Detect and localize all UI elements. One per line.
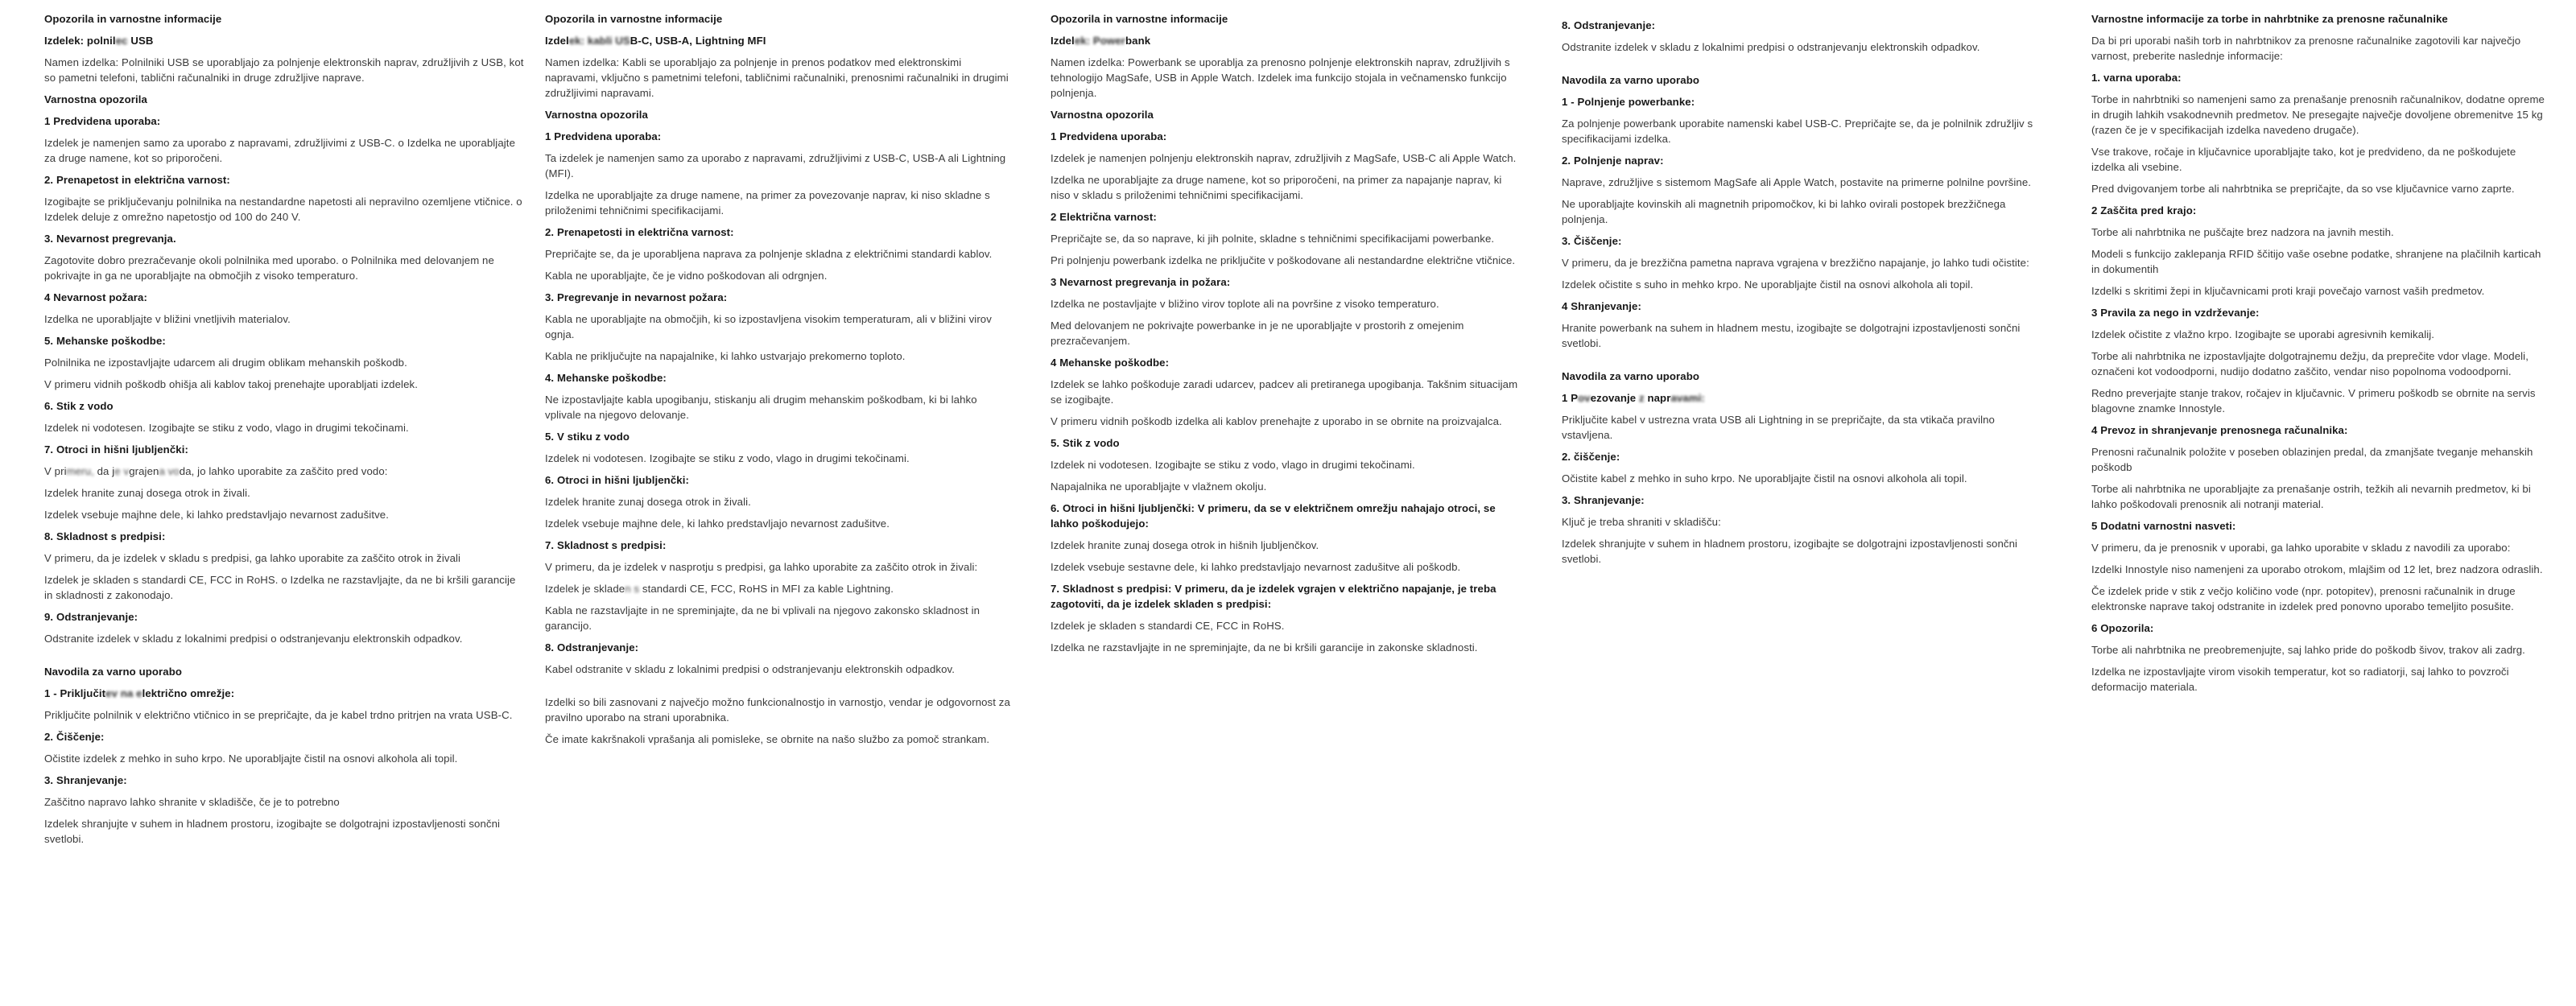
section-heading: 2 Zaščita pred krajo: bbox=[2091, 204, 2197, 216]
paragraph: Da bi pri uporabi naših torb in nahrbtnikov za prenosne računalnike zagotovili kar največjo varnost, preberite naslednje informacije: bbox=[2091, 35, 2521, 62]
section-heading: 3. Shranjevanje: bbox=[44, 774, 127, 786]
paragraph: Izdelek ni vodotesen. Izogibajte se stiku z vodo, vlago in drugimi tekočinami. bbox=[1051, 459, 1415, 471]
paragraph: Priključite polnilnik v električno vtičnico in se prepričajte, da je kabel trdno pritrjen na vrata USB-C. bbox=[44, 709, 513, 721]
paragraph: Priključite kabel v ustrezna vrata USB ali Lightning in se prepričajte, da sta vtikača pravilno vstavljena. bbox=[1562, 414, 1995, 441]
text-segment: bank bbox=[1125, 35, 1151, 47]
section-heading: 3 Pravila za nego in vzdrževanje: bbox=[2091, 307, 2260, 319]
text-segment: 1 - Priključit bbox=[44, 687, 106, 699]
column-cables-warnings bbox=[545, 11, 1013, 753]
paragraph: Izogibajte se priključevanju polnilnika na nestandardne napetosti ali nepravilno ozemljene vtičnice. o Izdelek deluje z omrežno napetostjo od 100 do 240 V. bbox=[44, 196, 522, 223]
paragraph: V primeru, da je izdelek v nasprotju s predpisi, ga lahko uporabite za zaščito otrok in živali: bbox=[545, 561, 978, 573]
paragraph: Izdelek hranite zunaj dosega otrok in hišnih ljubljenčkov. bbox=[1051, 539, 1319, 551]
section-heading: 3. Nevarnost pregrevanja. bbox=[44, 233, 176, 245]
paragraph: Izdelki Innostyle niso namenjeni za uporabo otrokom, mlajšim od 12 let, brez nadzora odraslih. bbox=[2091, 563, 2543, 575]
section-heading: 3. Pregrevanje in nevarnost požara: bbox=[545, 291, 728, 303]
paragraph: Ključ je treba shraniti v skladišču: bbox=[1562, 516, 1721, 528]
paragraph: Izdelek vsebuje majhne dele, ki lahko predstavljajo nevarnost zadušitve. bbox=[545, 517, 890, 530]
paragraph: Izdelek je namenjen polnjenju elektronskih naprav, združljivih z MagSafe, USB-C ali Apple Watch. bbox=[1051, 152, 1517, 164]
section-heading: 3. Shranjevanje: bbox=[1562, 494, 1645, 506]
column-powerbank-warnings bbox=[1051, 11, 1522, 662]
section-heading: 8. Skladnost s predpisi: bbox=[44, 530, 166, 542]
section-heading: 2. Čiščenje: bbox=[44, 731, 105, 743]
section-heading: Varnostne informacije za torbe in nahrbtnike za prenosne računalnike bbox=[2091, 13, 2448, 25]
section-heading: 6. Otroci in hišni ljubljenčki: V primeru, da se v električnem omrežju nahajajo otroci, se lahko poškodujejo: bbox=[1051, 502, 1496, 530]
text-segment: Izdel bbox=[545, 35, 569, 47]
smudged-text: avami: bbox=[1670, 392, 1705, 404]
text-segment: da, jo lahko uporabite za zaščito pred vodo: bbox=[179, 465, 388, 477]
section-heading bbox=[44, 686, 524, 701]
section-heading: 2 Električna varnost: bbox=[1051, 211, 1157, 223]
section-heading: 5. V stiku z vodo bbox=[545, 431, 630, 443]
paragraph: V primeru vidnih poškodb izdelka ali kablov prenehajte z uporabo in se obrnite na proizvajalca. bbox=[1051, 415, 1502, 427]
smudged-text: a vo bbox=[159, 465, 180, 477]
section-heading bbox=[545, 33, 1013, 48]
paragraph: Pred dvigovanjem torbe ali nahrbtnika se prepričajte, da so vse ključavnice varno zaprte. bbox=[2091, 183, 2515, 195]
section-heading: 7. Skladnost s predpisi: V primeru, da je izdelek vgrajen v električno napajanje, je treba zagotoviti, da je izdelek skladen s predpisi: bbox=[1051, 583, 1496, 610]
section-heading bbox=[1051, 33, 1522, 48]
text-segment: ezovanje bbox=[1590, 392, 1639, 404]
smudged-text: e v bbox=[114, 465, 130, 477]
section-heading: 5 Dodatni varnostni nasveti: bbox=[2091, 520, 2236, 532]
paragraph: V primeru, da je izdelek v skladu s predpisi, ga lahko uporabite za zaščito otrok in živali bbox=[44, 552, 461, 564]
paragraph: Izdelek vsebuje sestavne dele, ki lahko predstavljajo nevarnost zadušitve ali poškodb. bbox=[1051, 561, 1461, 573]
smudged-text: meru, bbox=[66, 465, 94, 477]
section-heading: 5. Stik z vodo bbox=[1051, 437, 1120, 449]
section-heading bbox=[1562, 390, 2037, 406]
paragraph: Torbe ali nahrbtnika ne puščajte brez nadzora na javnih mestih. bbox=[2091, 226, 2394, 238]
paragraph: Izdelki s skritimi žepi in ključavnicami proti kraji povečajo varnost vaših predmetov. bbox=[2091, 285, 2485, 297]
paragraph: Ta izdelek je namenjen samo za uporabo z napravami, združljivimi z USB-C, USB-A ali Lightning (MFI). bbox=[545, 152, 1006, 179]
text-segment: USB bbox=[127, 35, 154, 47]
paragraph: Izdelek očistite s suho in mehko krpo. Ne uporabljajte čistil na osnovi alkohola ali topil. bbox=[1562, 278, 1974, 291]
paragraph: Kabla ne uporabljajte na območjih, ki so izpostavljena visokim temperaturam, ali v bližini virov ognja. bbox=[545, 313, 992, 340]
section-heading: Varnostna opozorila bbox=[1051, 109, 1154, 121]
section-heading: Varnostna opozorila bbox=[44, 93, 147, 105]
paragraph: Izdelek vsebuje majhne dele, ki lahko predstavljajo nevarnost zadušitve. bbox=[44, 509, 389, 521]
paragraph: Izdelek ni vodotesen. Izogibajte se stiku z vodo, vlago in drugimi tekočinami. bbox=[44, 422, 409, 434]
paragraph: V primeru, da je prenosnik v uporabi, ga lahko uporabite v skladu z navodili za uporabo: bbox=[2091, 542, 2511, 554]
paragraph: Izdelek shranjujte v suhem in hladnem prostoru, izogibajte se dolgotrajni izpostavljenosti sončni svetlobi. bbox=[1562, 538, 2018, 565]
smudged-text: ek: Power bbox=[1074, 35, 1126, 47]
section-heading: 1 - Polnjenje powerbanke: bbox=[1562, 96, 1695, 108]
paragraph: Prepričajte se, da je uporabljena naprava za polnjenje skladna z električnimi standardi kablov. bbox=[545, 248, 993, 260]
paragraph: Torbe ali nahrbtnika ne uporabljajte za prenašanje ostrih, težkih ali nevarnih predmetov, ki bi lahko poškodovali prenosnik ali notranji material. bbox=[2091, 483, 2531, 510]
section-heading: Navodila za varno uporabo bbox=[44, 666, 183, 678]
section-heading: 1 Predvidena uporaba: bbox=[44, 115, 161, 127]
section-heading: 3 Nevarnost pregrevanja in požara: bbox=[1051, 276, 1231, 288]
paragraph: Kabel odstranite v skladu z lokalnimi predpisi o odstranjevanju elektronskih odpadkov. bbox=[545, 663, 956, 675]
paragraph: Prepričajte se, da so naprave, ki jih polnite, skladne s tehničnimi specifikacijami powerbanke. bbox=[1051, 233, 1495, 245]
smudged-text: z bbox=[1638, 392, 1645, 404]
section-heading: 8. Odstranjevanje: bbox=[1562, 19, 1656, 31]
column-powerbank-usage bbox=[1562, 18, 2037, 573]
paragraph: Izdelka ne uporabljajte v bližini vnetljivih materialov. bbox=[44, 313, 291, 325]
paragraph: Ne izpostavljajte kabla upogibanju, stiskanju ali drugim mehanskim poškodbam, ki bi lahko vplivale na njegovo delovanje. bbox=[545, 394, 977, 421]
text-segment: lektrično omrežje: bbox=[142, 687, 235, 699]
smudged-text: ov bbox=[1578, 392, 1591, 404]
text-segment: Izdelek: polnil bbox=[44, 35, 116, 47]
smudged-text: ec bbox=[115, 35, 128, 47]
text-segment: da j bbox=[93, 465, 115, 477]
paragraph: Izdelek se lahko poškoduje zaradi udarcev, padcev ali pretiranega upogibanja. Takšnim situacijam se izogibajte. bbox=[1051, 378, 1518, 406]
paragraph: Zaščitno napravo lahko shranite v skladišče, če je to potrebno bbox=[44, 796, 340, 808]
paragraph: Odstranite izdelek v skladu z lokalnimi predpisi o odstranjevanju elektronskih odpadkov. bbox=[1562, 41, 1980, 53]
paragraph: Izdelka ne postavljajte v bližino virov toplote ali na površine z visoko temperaturo. bbox=[1051, 298, 1439, 310]
paragraph: Modeli s funkcijo zaklepanja RFID ščitijo vaše osebne podatke, shranjene na plačilnih karticah in dokumentih bbox=[2091, 248, 2541, 275]
section-heading: Varnostna opozorila bbox=[545, 109, 648, 121]
section-heading: 1 Predvidena uporaba: bbox=[1051, 130, 1167, 142]
paragraph: Za polnjenje powerbank uporabite namenski kabel USB-C. Prepričajte se, da je polnilnik združljiv s specifikacijami izdelka. bbox=[1562, 118, 2033, 145]
paragraph: Hranite powerbank na suhem in hladnem mestu, izogibajte se dolgotrajni izpostavljenosti sončni svetlobi. bbox=[1562, 322, 2021, 349]
paragraph: Izdelek hranite zunaj dosega otrok in živali. bbox=[545, 496, 751, 508]
paragraph: Očistite izdelek z mehko in suho krpo. Ne uporabljajte čistil na osnovi alkohola ali topil. bbox=[44, 752, 458, 765]
section-heading: 4 Mehanske poškodbe: bbox=[1051, 357, 1170, 369]
section-heading: Navodila za varno uporabo bbox=[1562, 74, 1700, 86]
paragraph: Torbe ali nahrbtnika ne preobremenjujte, saj lahko pride do poškodb šivov, trakov ali zadrg. bbox=[2091, 644, 2525, 656]
paragraph: V primeru vidnih poškodb ohišja ali kablov takoj prenehajte uporabljati izdelek. bbox=[44, 378, 418, 390]
paragraph: Izdelka ne izpostavljajte virom visokih temperatur, kot so radiatorji, saj lahko to povzroči deformacijo materiala. bbox=[2091, 666, 2509, 693]
section-heading: 5. Mehanske poškodbe: bbox=[44, 335, 166, 347]
paragraph bbox=[545, 581, 1013, 596]
text-segment: standardi CE, FCC, RoHS in MFI za kable Lightning. bbox=[639, 583, 894, 595]
paragraph: Izdelka ne uporabljajte za druge namene, na primer za povezovanje naprav, ki niso skladne s priloženimi tehničnimi specifikacijami. bbox=[545, 189, 990, 216]
text-segment: 1 P bbox=[1562, 392, 1579, 404]
text-segment: B-C, USB-A, Lightning MFI bbox=[630, 35, 766, 47]
paragraph: Odstranite izdelek v skladu z lokalnimi predpisi o odstranjevanju elektronskih odpadkov. bbox=[44, 633, 463, 645]
paragraph: Redno preverjajte stanje trakov, ročajev in ključavnic. V primeru poškodb se obrnite na servis blagovne znamke Innostyle. bbox=[2091, 387, 2536, 414]
paragraph: Naprave, združljive s sistemom MagSafe ali Apple Watch, postavite na primerne polnilne površine. bbox=[1562, 176, 2032, 188]
paragraph: Vse trakove, ročaje in ključavnice uporabljajte tako, kot je predvideno, da ne poškodujete izdelka ali vsebine. bbox=[2091, 146, 2516, 173]
section-heading: 7. Otroci in hišni ljubljenčki: bbox=[44, 443, 188, 456]
smudged-text: ek: kabli US bbox=[568, 35, 630, 47]
text-segment: grajen bbox=[129, 465, 159, 477]
paragraph: Očistite kabel z mehko in suho krpo. Ne uporabljajte čistil na osnovi alkohola ali topil. bbox=[1562, 472, 1967, 484]
section-heading: 2. Prenapetost in električna varnost: bbox=[44, 174, 230, 186]
paragraph: Izdelek ni vodotesen. Izogibajte se stiku z vodo, vlago in drugimi tekočinami. bbox=[545, 452, 910, 464]
section-heading: Opozorila in varnostne informacije bbox=[1051, 13, 1228, 25]
text-segment: napr bbox=[1644, 392, 1671, 404]
paragraph: Izdelek je skladen s standardi CE, FCC in RoHS. o Izdelka ne razstavljajte, da ne bi kršili garancije in skladnosti z zakonodajo. bbox=[44, 574, 516, 601]
paragraph: Kabla ne razstavljajte in ne spreminjajte, da ne bi vplivali na njegovo zakonsko skladnost in garancijo. bbox=[545, 604, 980, 632]
paragraph bbox=[44, 464, 524, 479]
paragraph: Izdelek shranjujte v suhem in hladnem prostoru, izogibajte se dolgotrajni izpostavljenosti sončni svetlobi. bbox=[44, 818, 501, 845]
paragraph: Torbe ali nahrbtnika ne izpostavljajte dolgotrajnemu dežju, da preprečite vdor vlage. Modeli, označeni kot vodoodporni, nudijo dodatno zaščito, vendar niso popolnoma vodoodporni. bbox=[2091, 350, 2529, 377]
paragraph: Izdelek očistite z vlažno krpo. Izogibajte se uporabi agresivnih kemikalij. bbox=[2091, 328, 2435, 340]
paragraph: Izdelka ne uporabljajte za druge namene, kot so priporočeni, na primer za napajanje naprav, ki niso v skladu s priloženimi tehničnimi specifikacijami. bbox=[1051, 174, 1502, 201]
column-usb-charger-warnings bbox=[44, 11, 524, 853]
section-heading: 2. Prenapetosti in električna varnost: bbox=[545, 226, 734, 238]
paragraph: Izdelka ne razstavljajte in ne spreminjajte, da ne bi kršili garancije in zakonske skladnosti. bbox=[1051, 641, 1478, 653]
paragraph: Zagotovite dobro prezračevanje okoli polnilnika med uporabo. o Polnilnika med delovanjem ne pokrivajte in ga ne uporabljajte na območjih z visoko temperaturo. bbox=[44, 254, 494, 282]
section-heading: 4. Mehanske poškodbe: bbox=[545, 372, 667, 384]
section-heading: 1. varna uporaba: bbox=[2091, 72, 2182, 84]
paragraph: Kabla ne uporabljajte, če je vidno poškodovan ali odrgnjen. bbox=[545, 270, 828, 282]
paragraph: Izdelek hranite zunaj dosega otrok in živali. bbox=[44, 487, 250, 499]
paragraph: V primeru, da je brezžična pametna naprava vgrajena v brezžično napajanje, jo lahko tudi očistite: bbox=[1562, 257, 2029, 269]
text-segment: Izdelek je sklade bbox=[545, 583, 625, 595]
section-heading: Opozorila in varnostne informacije bbox=[44, 13, 222, 25]
paragraph: Če izdelek pride v stik z večjo količino vode (npr. potopitev), prenosni računalnik in druge elektronske naprave takoj odstranite in izdelek pred ponovno uporabo temeljito posušite. bbox=[2091, 585, 2516, 612]
paragraph: Pri polnjenju powerbank izdelka ne priključite v poškodovane ali nestandardne električne vtičnice. bbox=[1051, 254, 1516, 266]
text-segment: V pri bbox=[44, 465, 67, 477]
section-heading: 8. Odstranjevanje: bbox=[545, 641, 639, 653]
paragraph: Prenosni računalnik položite v poseben oblazinjen predal, da zmanjšate tveganje mehanskih poškodb bbox=[2091, 446, 2533, 473]
section-heading: 6. Stik z vodo bbox=[44, 400, 114, 412]
paragraph: Ne uporabljajte kovinskih ali magnetnih pripomočkov, ki bi lahko ovirali postopek brezžičnega polnjenja. bbox=[1562, 198, 2006, 225]
section-heading: 4 Nevarnost požara: bbox=[44, 291, 147, 303]
paragraph: Napajalnika ne uporabljajte v vlažnem okolju. bbox=[1051, 480, 1267, 493]
section-heading: 3. Čiščenje: bbox=[1562, 235, 1622, 247]
text-segment: Izdel bbox=[1051, 35, 1075, 47]
section-heading bbox=[44, 33, 524, 48]
section-heading: 6 Opozorila: bbox=[2091, 622, 2154, 634]
paragraph: Če imate kakršnakoli vprašanja ali pomisleke, se obrnite na našo službo za pomoč strankam. bbox=[545, 733, 990, 745]
paragraph: Izdelki so bili zasnovani z največjo možno funkcionalnostjo in varnostjo, vendar je odgovornost za pravilno uporabo na strani uporabnika. bbox=[545, 696, 1010, 724]
paragraph: Izdelek je namenjen samo za uporabo z napravami, združljivimi z USB-C. o Izdelka ne uporabljajte za druge namene, kot so priporočeni. bbox=[44, 137, 516, 164]
paragraph: Izdelek je skladen s standardi CE, FCC in RoHS. bbox=[1051, 620, 1285, 632]
smudged-text: ev na e bbox=[105, 687, 142, 699]
section-heading: 7. Skladnost s predpisi: bbox=[545, 539, 667, 551]
section-heading: Navodila za varno uporabo bbox=[1562, 370, 1700, 382]
section-heading: Opozorila in varnostne informacije bbox=[545, 13, 723, 25]
section-heading: 4 Prevoz in shranjevanje prenosnega računalnika: bbox=[2091, 424, 2348, 436]
paragraph: Med delovanjem ne pokrivajte powerbanke in je ne uporabljajte v prostorih z omejenim prezračevanjem. bbox=[1051, 320, 1464, 347]
section-heading: 4 Shranjevanje: bbox=[1562, 300, 1641, 312]
paragraph: Torbe in nahrbtniki so namenjeni samo za prenašanje prenosnih računalnikov, dodatne opreme in drugih lahkih vsakodnevnih predmetov. Ne presegajte največje dovoljene obremenitve 15 kg (razen če je v specifikacijah izdelka navedeno drugače). bbox=[2091, 93, 2545, 136]
paragraph: Namen izdelka: Powerbank se uporablja za prenosno polnjenje elektronskih naprav, združljivih s tehnologijo MagSafe, USB in Apple Watch. Izdelek ima funkcijo stojala in večnamensko funkcijo polnjenja. bbox=[1051, 56, 1510, 99]
section-heading: 2. Polnjenje naprav: bbox=[1562, 155, 1664, 167]
section-heading: 2. čiščenje: bbox=[1562, 451, 1620, 463]
smudged-text: n s bbox=[625, 583, 640, 595]
paragraph: Namen izdelka: Polnilniki USB se uporabljajo za polnjenje elektronskih naprav, združljivih z USB, kot so pametni telefoni, tablični računalniki in druge združljive naprave. bbox=[44, 56, 524, 84]
section-heading: 9. Odstranjevanje: bbox=[44, 611, 138, 623]
paragraph: Namen izdelka: Kabli se uporabljajo za polnjenje in prenos podatkov med elektronskimi napravami, vključno s pametnimi telefoni, tabličnimi računalniki, prenosnimi računalniki in drugimi združljivimi napravami. bbox=[545, 56, 1009, 99]
paragraph: Kabla ne priključujte na napajalnike, ki lahko ustvarjajo prekomerno toploto. bbox=[545, 350, 906, 362]
column-laptop-bags-safety bbox=[2091, 11, 2547, 701]
section-heading: 1 Predvidena uporaba: bbox=[545, 130, 662, 142]
section-heading: 6. Otroci in hišni ljubljenčki: bbox=[545, 474, 689, 486]
paragraph: Polnilnika ne izpostavljajte udarcem ali drugim oblikam mehanskih poškodb. bbox=[44, 357, 407, 369]
